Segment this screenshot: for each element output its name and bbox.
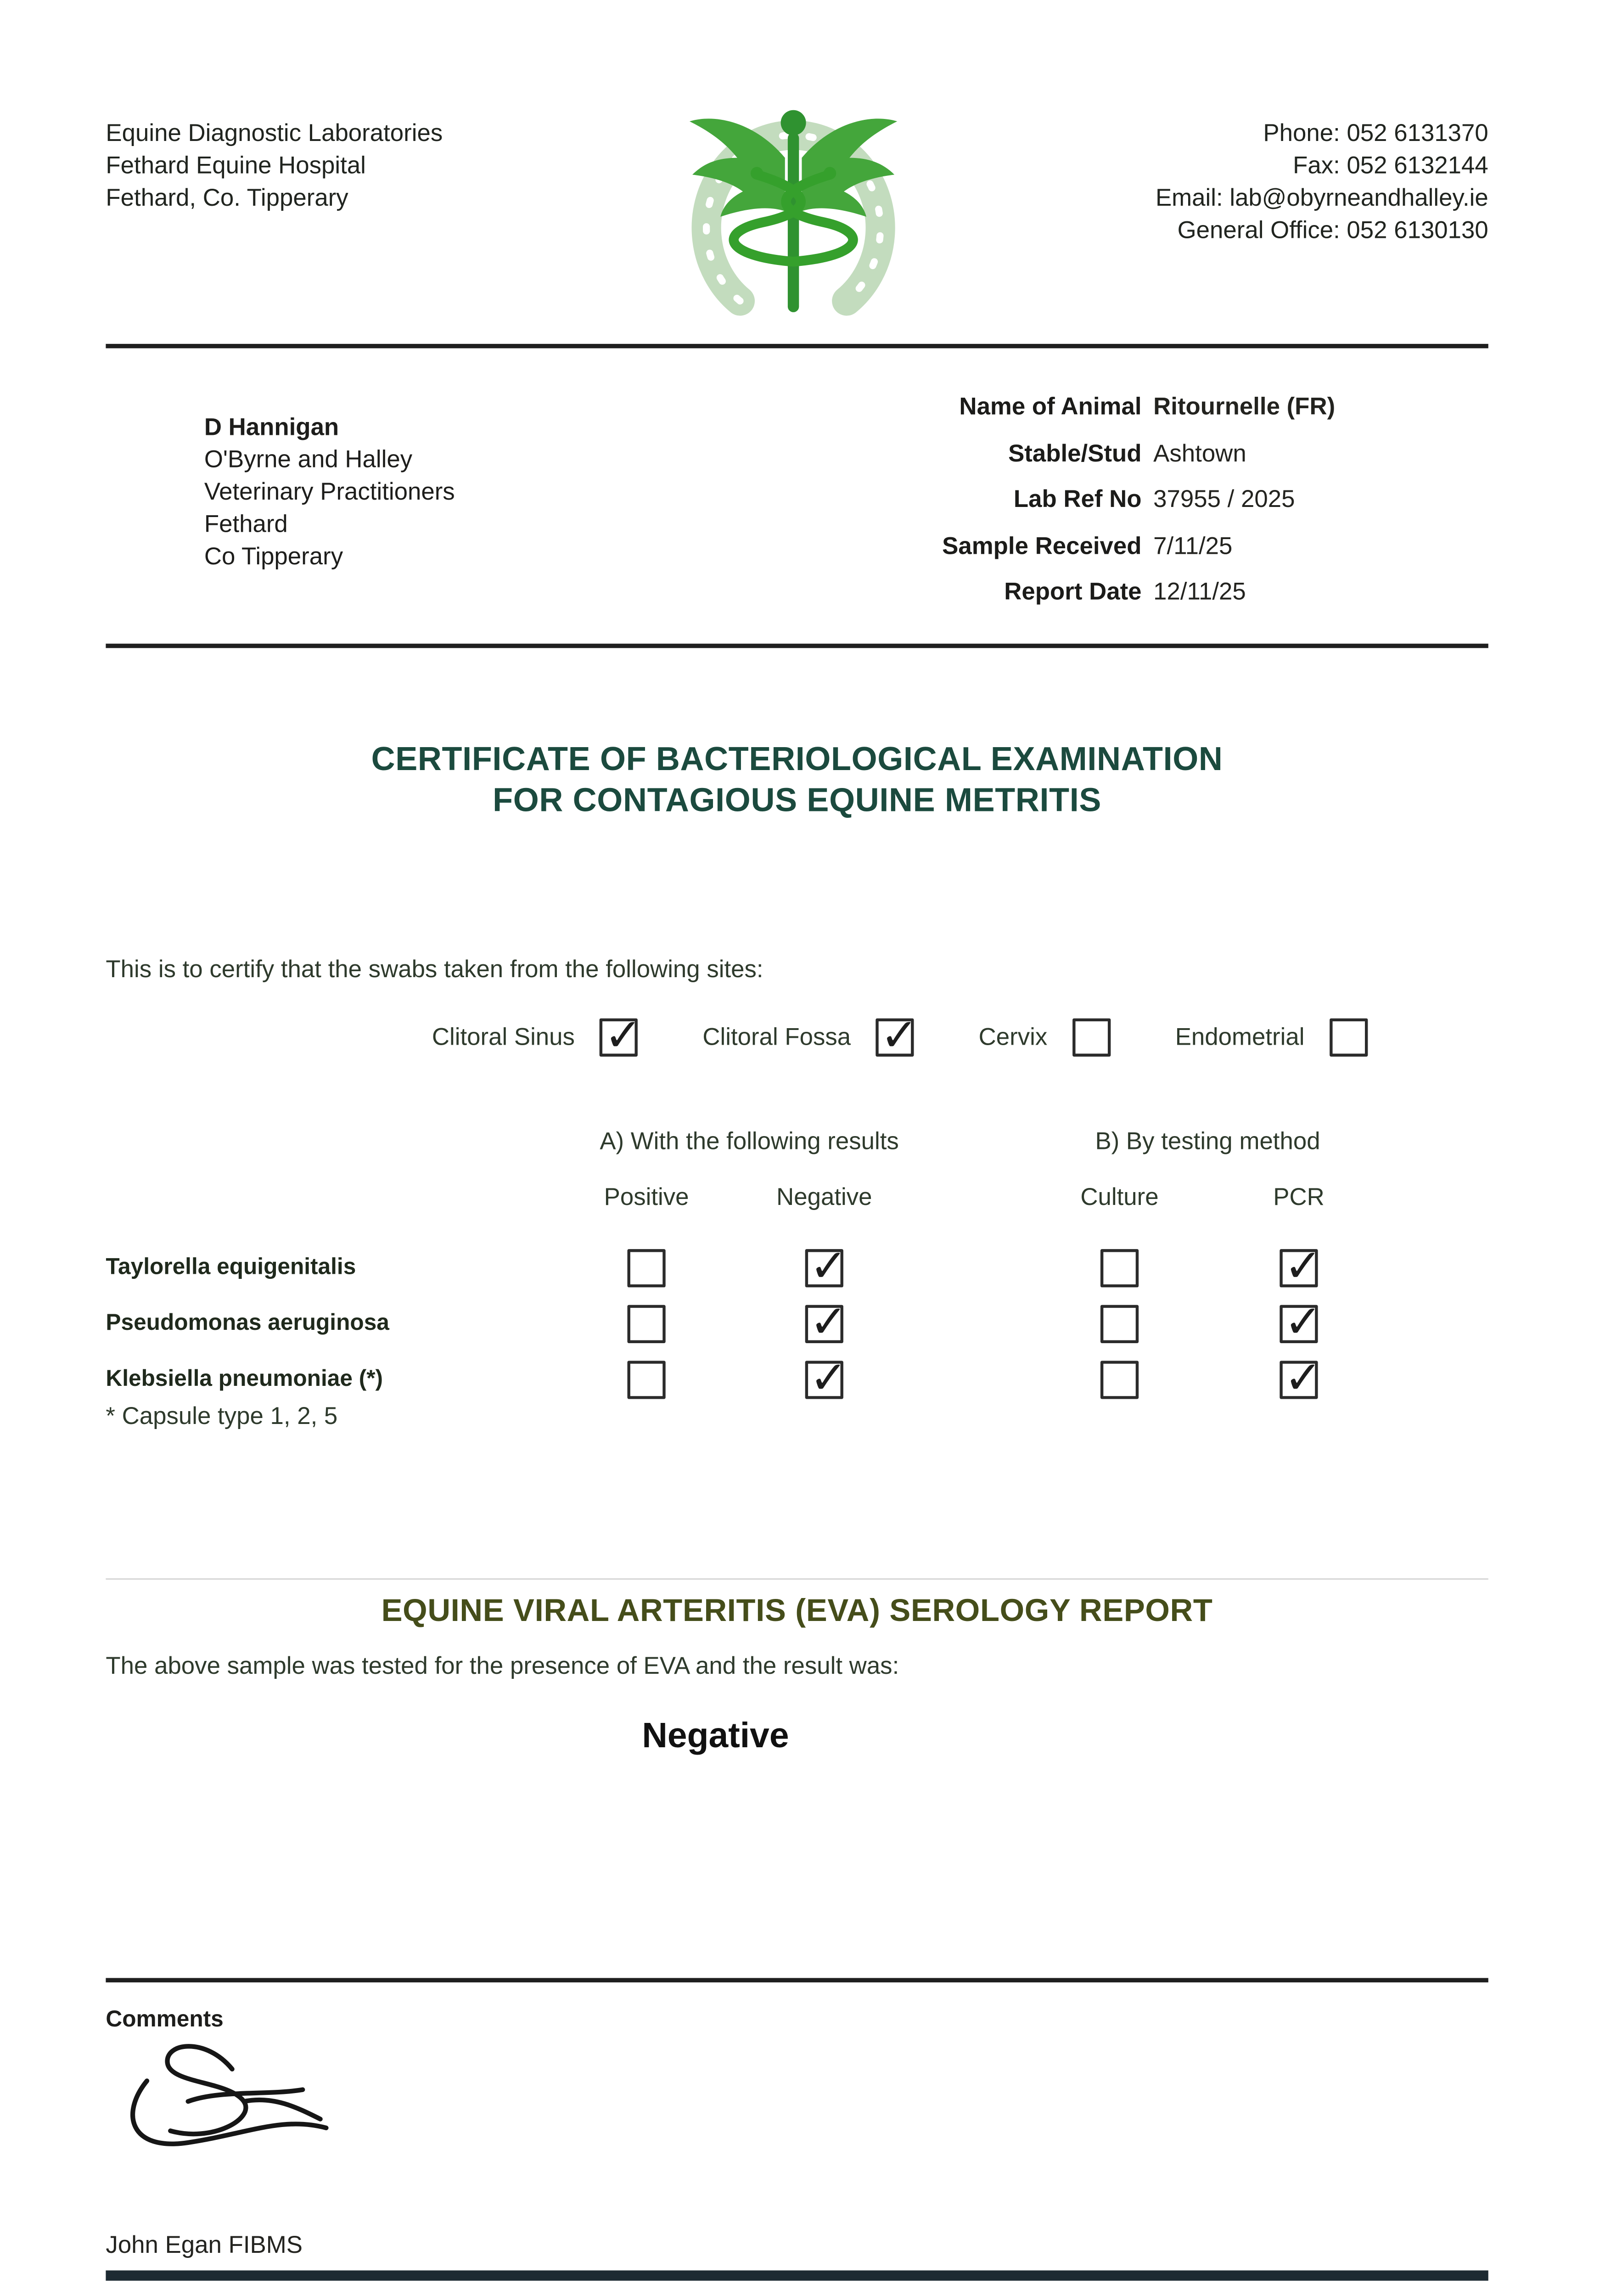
recipient-name: D Hannigan <box>204 414 339 441</box>
site-label: Cervix <box>978 1023 1048 1050</box>
results-table <box>106 1184 1372 1407</box>
checkbox-taylorella-pcr <box>1280 1240 1323 1292</box>
eva-intro-text: The above sample was tested for the presence of EVA and the result was: <box>106 1653 899 1680</box>
recipient-line: O'Byrne and Halley <box>204 446 413 473</box>
lab-hospital: Fethard Equine Hospital <box>106 152 366 180</box>
report-date-value: 12/11/25 <box>1153 579 1246 606</box>
results-group-header: A) With the following results <box>600 1128 899 1155</box>
recipient-line: Veterinary Practitioners <box>204 479 455 506</box>
certificate-title-line1: CERTIFICATE OF BACTERIOLOGICAL EXAMINATION <box>371 740 1223 777</box>
organism-name: Klebsiella pneumoniae (*) <box>106 1367 383 1392</box>
method-group-header: B) By testing method <box>1095 1128 1320 1155</box>
checkmark-icon: ✓ <box>809 1240 848 1292</box>
checkbox-klebsiella-positive <box>627 1361 665 1399</box>
comments-label: Comments <box>106 2007 224 2032</box>
certificate-title-line2: FOR CONTAGIOUS EQUINE METRITIS <box>493 781 1102 818</box>
organism-name: Taylorella equigenitalis <box>106 1255 356 1280</box>
detail-label: Stable/Stud <box>1008 440 1142 467</box>
eva-result-value: Negative <box>642 1716 789 1756</box>
checkbox-klebsiella-culture <box>1100 1361 1139 1399</box>
sample-received-value: 7/11/25 <box>1153 533 1233 559</box>
recipient-line: Co Tipperary <box>204 544 343 570</box>
site-clitoral-sinus <box>432 1009 643 1061</box>
capsule-type-footnote: * Capsule type 1, 2, 5 <box>106 1403 338 1430</box>
spacer-cell <box>896 1296 1014 1352</box>
site-label: Clitoral Sinus <box>432 1023 575 1050</box>
lab-name: Equine Diagnostic Laboratories <box>106 120 443 147</box>
column-header-culture: Culture <box>1080 1184 1159 1211</box>
checkmark-icon: ✓ <box>880 1009 919 1061</box>
signature-icon <box>103 2034 360 2183</box>
divider-under-details <box>106 644 1488 647</box>
checkbox-pseudomonas-negative <box>805 1296 848 1348</box>
checkbox-taylorella-negative <box>805 1240 848 1292</box>
checkmark-icon: ✓ <box>604 1009 643 1061</box>
spacer-cell <box>896 1352 1014 1408</box>
recipient-line: Fethard <box>204 511 288 538</box>
stable-stud-value: Ashtown <box>1153 440 1246 467</box>
detail-label: Report Date <box>1004 579 1142 606</box>
swab-sites-row <box>106 1009 1432 1061</box>
checkmark-icon: ✓ <box>809 1296 848 1348</box>
general-office-line: General Office: 052 6130130 <box>1177 217 1488 244</box>
checkmark-icon: ✓ <box>1284 1240 1323 1292</box>
phone-line: Phone: 052 6131370 <box>1263 120 1488 147</box>
lab-address-block <box>106 118 443 214</box>
site-clitoral-fossa <box>702 1009 919 1061</box>
email-line: Email: lab@obyrneandhalley.ie <box>1155 185 1488 212</box>
organism-name: Pseudomonas aeruginosa <box>106 1311 389 1336</box>
site-checkbox-cervix <box>1072 1019 1111 1057</box>
sample-details <box>793 385 1462 616</box>
site-label: Endometrial <box>1175 1023 1305 1050</box>
site-checkbox-endometrial <box>1330 1019 1368 1057</box>
checkbox-taylorella-positive <box>627 1249 665 1287</box>
column-header-positive: Positive <box>604 1184 689 1211</box>
site-label: Clitoral Fossa <box>702 1023 851 1050</box>
divider-top <box>106 344 1488 348</box>
checkmark-icon: ✓ <box>1284 1296 1323 1348</box>
detail-label: Name of Animal <box>959 394 1142 421</box>
eva-section-title: EQUINE VIRAL ARTERITIS (EVA) SEROLOGY REPORT <box>381 1593 1213 1628</box>
certificate-title <box>106 739 1488 820</box>
checkbox-klebsiella-pcr <box>1280 1352 1323 1404</box>
checkbox-pseudomonas-pcr <box>1280 1296 1323 1348</box>
fax-line: Fax: 052 6132144 <box>1293 152 1488 180</box>
checkbox-pseudomonas-culture <box>1100 1305 1139 1343</box>
site-endometrial <box>1175 1019 1368 1057</box>
checkbox-taylorella-culture <box>1100 1249 1139 1287</box>
animal-name-value: Ritournelle (FR) <box>1153 394 1336 421</box>
lab-location: Fethard, Co. Tipperary <box>106 185 348 212</box>
contact-block <box>1156 118 1488 247</box>
lab-ref-value: 37955 / 2025 <box>1153 486 1295 513</box>
site-cervix <box>979 1019 1111 1057</box>
corner-cell <box>106 1184 540 1231</box>
column-header-pcr: PCR <box>1273 1184 1325 1211</box>
caduceus-icon <box>670 76 917 326</box>
spacer-cell <box>896 1240 1014 1296</box>
caduceus-horseshoe-logo <box>670 76 917 326</box>
checkbox-klebsiella-negative <box>805 1352 848 1404</box>
column-header-negative: Negative <box>776 1184 872 1211</box>
signature <box>103 2034 360 2183</box>
divider-light <box>106 1578 1488 1580</box>
recipient-address <box>204 411 455 573</box>
detail-label: Lab Ref No <box>1013 486 1142 513</box>
certificate-intro: This is to certify that the swabs taken from the following sites: <box>106 957 763 983</box>
checkbox-pseudomonas-positive <box>627 1305 665 1343</box>
signatory-name: John Egan FIBMS <box>106 2232 303 2259</box>
site-checkbox-clitoral-sinus <box>600 1009 643 1061</box>
site-checkbox-clitoral-fossa <box>876 1009 919 1061</box>
bottom-bar <box>106 2270 1488 2280</box>
checkmark-icon: ✓ <box>1284 1352 1323 1404</box>
spacer-cell <box>896 1184 1014 1231</box>
checkmark-icon: ✓ <box>809 1352 848 1404</box>
detail-label: Sample Received <box>942 533 1142 559</box>
divider-above-comments <box>106 1978 1488 1981</box>
